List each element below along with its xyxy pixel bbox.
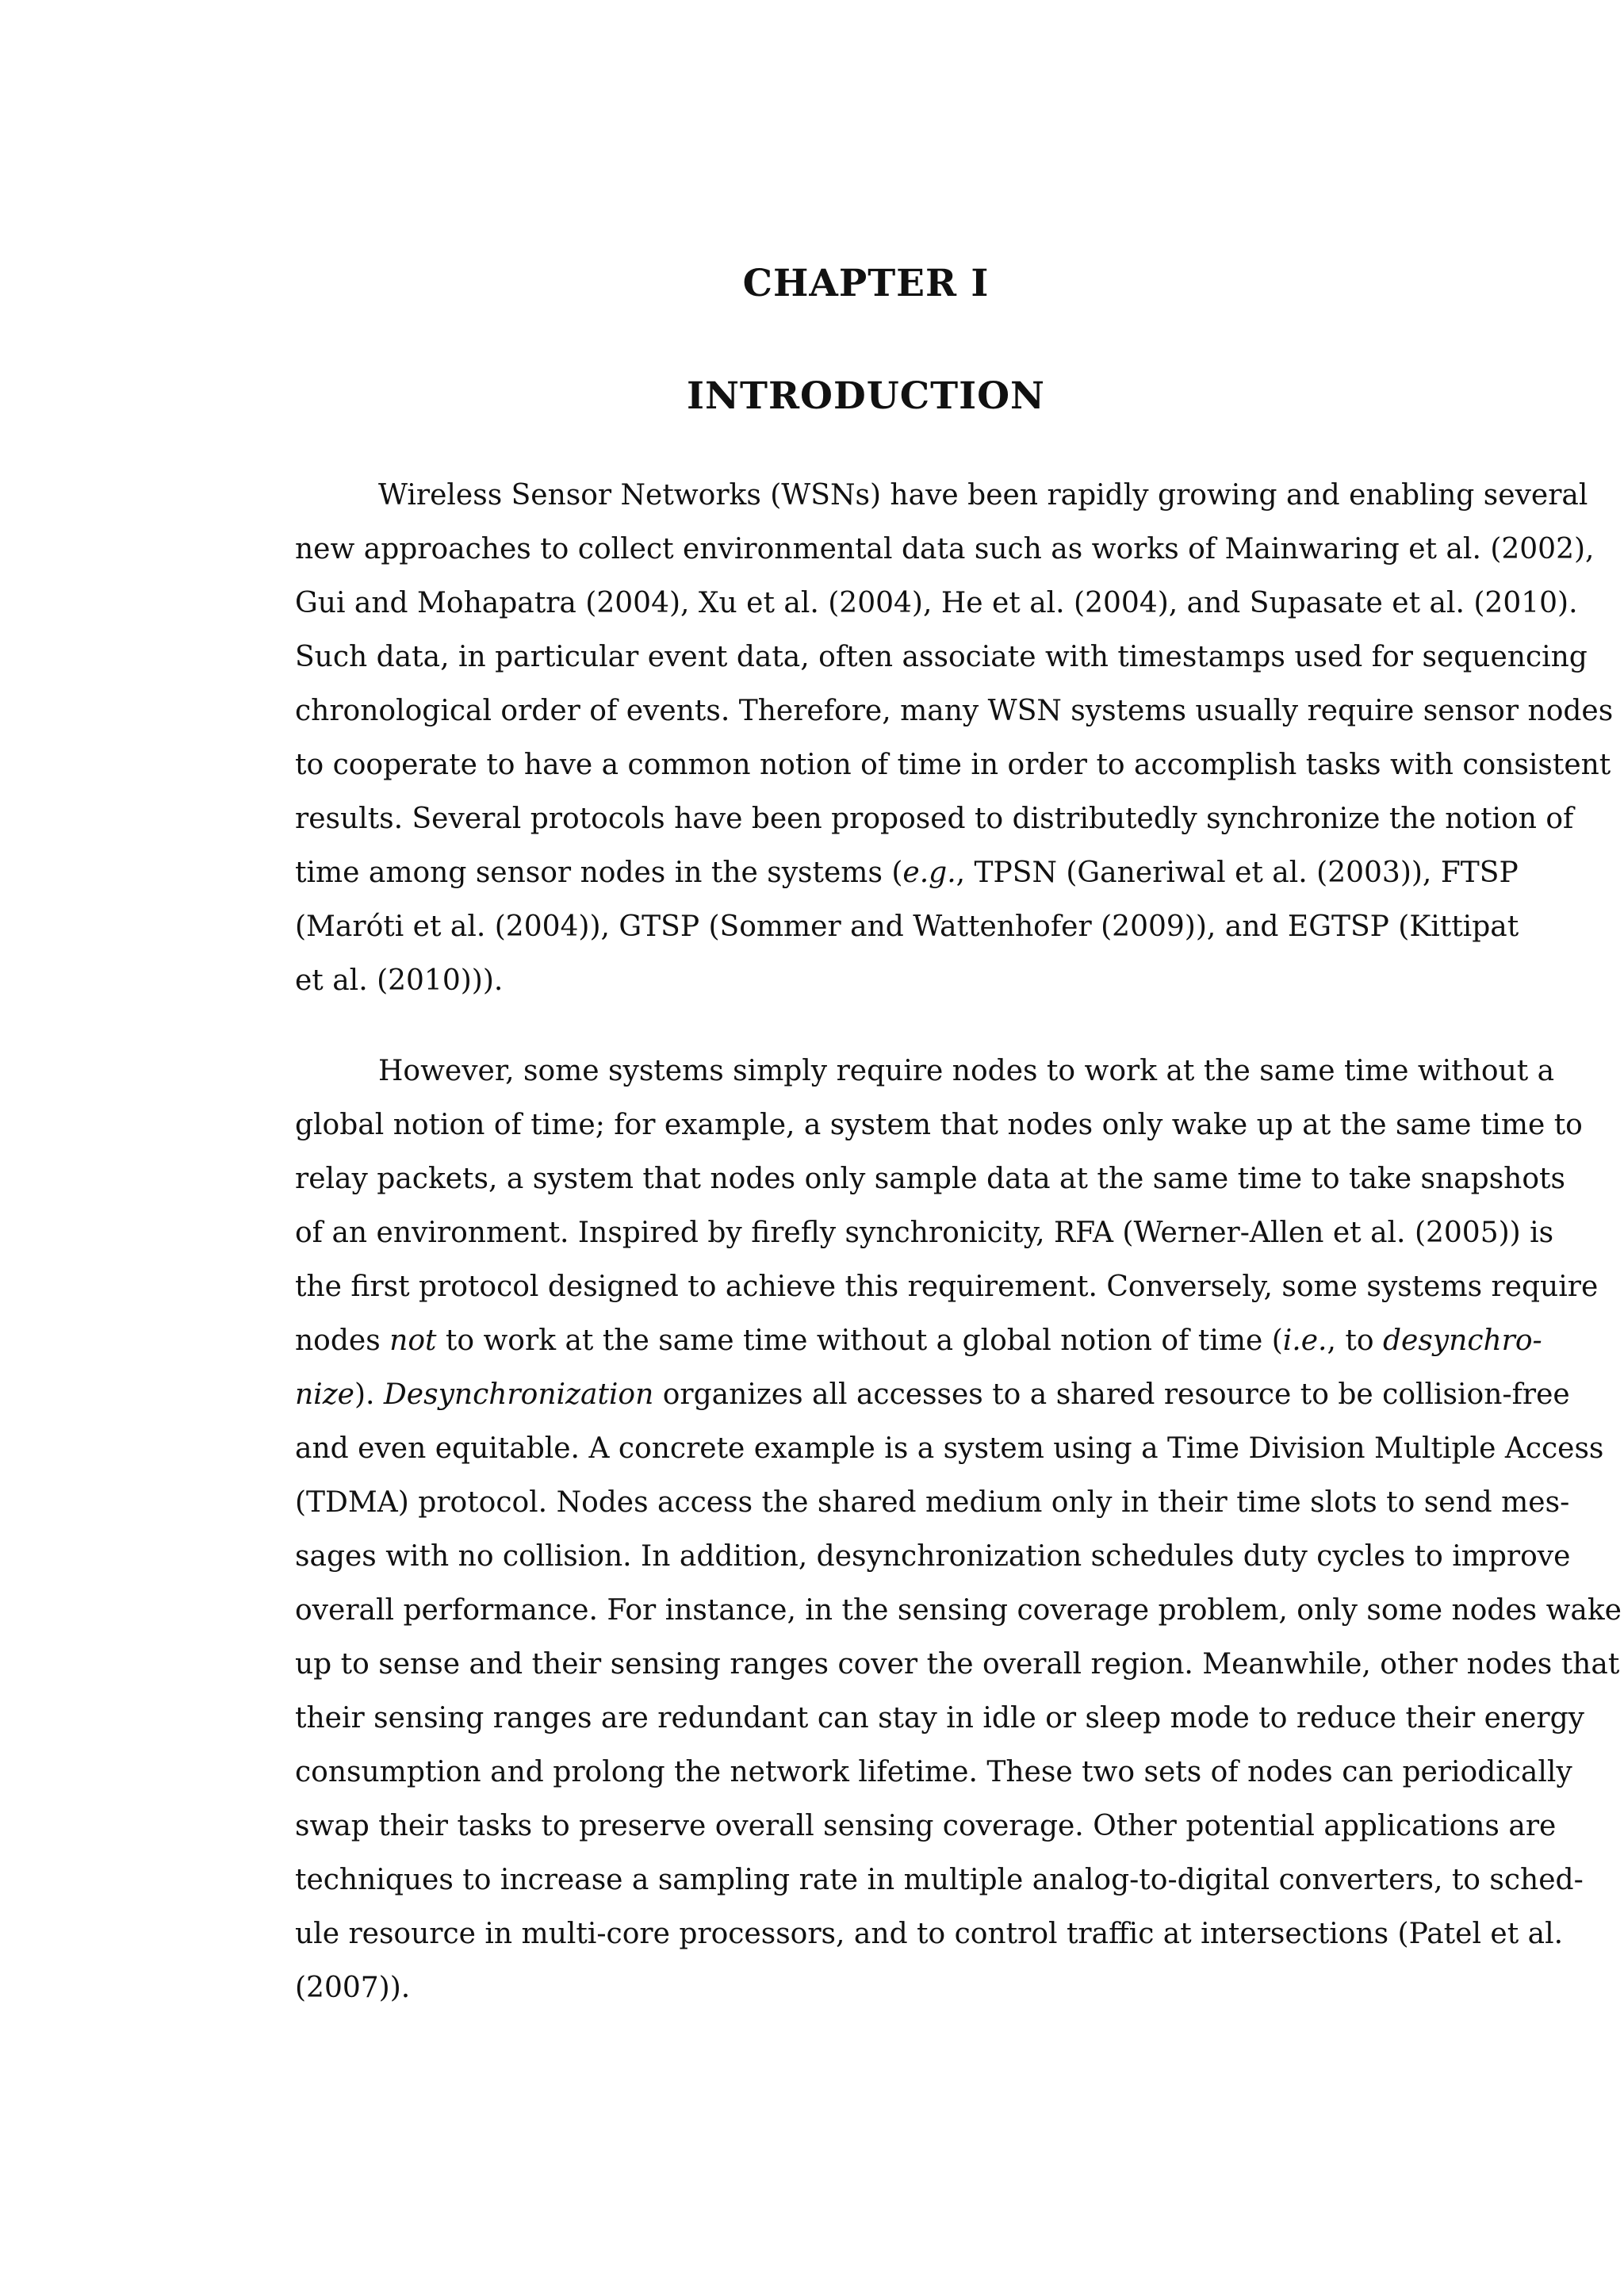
text-run: to work at the same time without a global notion of time (: [436, 1324, 1283, 1357]
text-line: new approaches to collect environmental data such as works of Mainwaring et al. (2002),: [295, 533, 1595, 565]
text-run: ).: [354, 1378, 384, 1411]
text-line: to cooperate to have a common notion of time in order to accomplish tasks with consistent: [295, 749, 1611, 781]
chapter-label: CHAPTER I: [742, 262, 990, 305]
text-run: time among sensor nodes in the systems (: [295, 857, 903, 889]
text-line: relay packets, a system that nodes only sample data at the same time to take snapshots: [295, 1163, 1565, 1195]
paragraph-1: [295, 469, 1614, 1008]
text-line: However, some systems simply require nodes to work at the same time without a: [378, 1055, 1555, 1087]
text-run: nodes: [295, 1324, 390, 1357]
text-line: ule resource in multi-core processors, and to control traffic at intersections (Patel et al.: [295, 1918, 1564, 1950]
text-line: the first protocol designed to achieve this requirement. Conversely, some systems require: [295, 1271, 1599, 1303]
text-line: overall performance. For instance, in the sensing coverage problem, only some nodes wake: [295, 1594, 1622, 1627]
text-line: and even equitable. A concrete example is a system using a Time Division Multiple Access: [295, 1432, 1604, 1465]
italic-run: Desynchronization: [383, 1378, 654, 1411]
text-line: up to sense and their sensing ranges cover the overall region. Meanwhile, other nodes that: [295, 1648, 1620, 1681]
italic-run: nize: [295, 1378, 354, 1411]
text-line: consumption and prolong the network lifetime. These two sets of nodes can periodically: [295, 1756, 1572, 1788]
text-line: (Maróti et al. (2004)), GTSP (Sommer and Wattenhofer (2009)), and EGTSP (Kittipat: [295, 910, 1519, 943]
text-line: chronological order of events. Therefore, many WSN systems usually require sensor nodes: [295, 695, 1614, 727]
text-line: Such data, in particular event data, often associate with timestamps used for sequencing: [295, 641, 1588, 673]
italic-run: desynchro-: [1382, 1324, 1542, 1357]
text-run: , TPSN (Ganeriwal et al. (2003)), FTSP: [956, 857, 1519, 889]
text-line: their sensing ranges are redundant can stay in idle or sleep mode to reduce their energy: [295, 1702, 1584, 1734]
text-line: swap their tasks to preserve overall sensing coverage. Other potential applications are: [295, 1810, 1557, 1842]
italic-run: not: [389, 1324, 437, 1357]
chapter-title: INTRODUCTION: [687, 374, 1045, 418]
text-line: techniques to increase a sampling rate in multiple analog-to-digital converters, to sched-: [295, 1864, 1584, 1896]
text-line: (2007)).: [295, 1972, 411, 2004]
text-line: [295, 846, 1519, 900]
text-line: Wireless Sensor Networks (WSNs) have been rapidly growing and enabling several: [378, 479, 1588, 512]
italic-run: e.g.: [902, 857, 956, 889]
text-line: results. Several protocols have been proposed to distributedly synchronize the notion of: [295, 803, 1574, 835]
text-line: sages with no collision. In addition, desynchronization schedules duty cycles to improve: [295, 1540, 1571, 1573]
text-line: [295, 1314, 1542, 1368]
text-line: [295, 1368, 1570, 1422]
text-run: organizes all accesses to a shared resource to be collision-free: [653, 1378, 1570, 1411]
paragraph-2: [295, 1045, 1622, 2015]
italic-run: i.e.: [1282, 1324, 1327, 1357]
text-line: et al. (2010))).: [295, 964, 504, 997]
text-line: (TDMA) protocol. Nodes access the shared medium only in their time slots to send mes-: [295, 1486, 1570, 1519]
text-line: Gui and Mohapatra (2004), Xu et al. (2004), He et al. (2004), and Supasate et al. (2010).: [295, 587, 1578, 619]
text-line: of an environment. Inspired by firefly synchronicity, RFA (Werner-Allen et al. (2005)) is: [295, 1217, 1554, 1249]
text-run: , to: [1327, 1324, 1383, 1357]
text-line: global notion of time; for example, a system that nodes only wake up at the same time to: [295, 1109, 1583, 1141]
